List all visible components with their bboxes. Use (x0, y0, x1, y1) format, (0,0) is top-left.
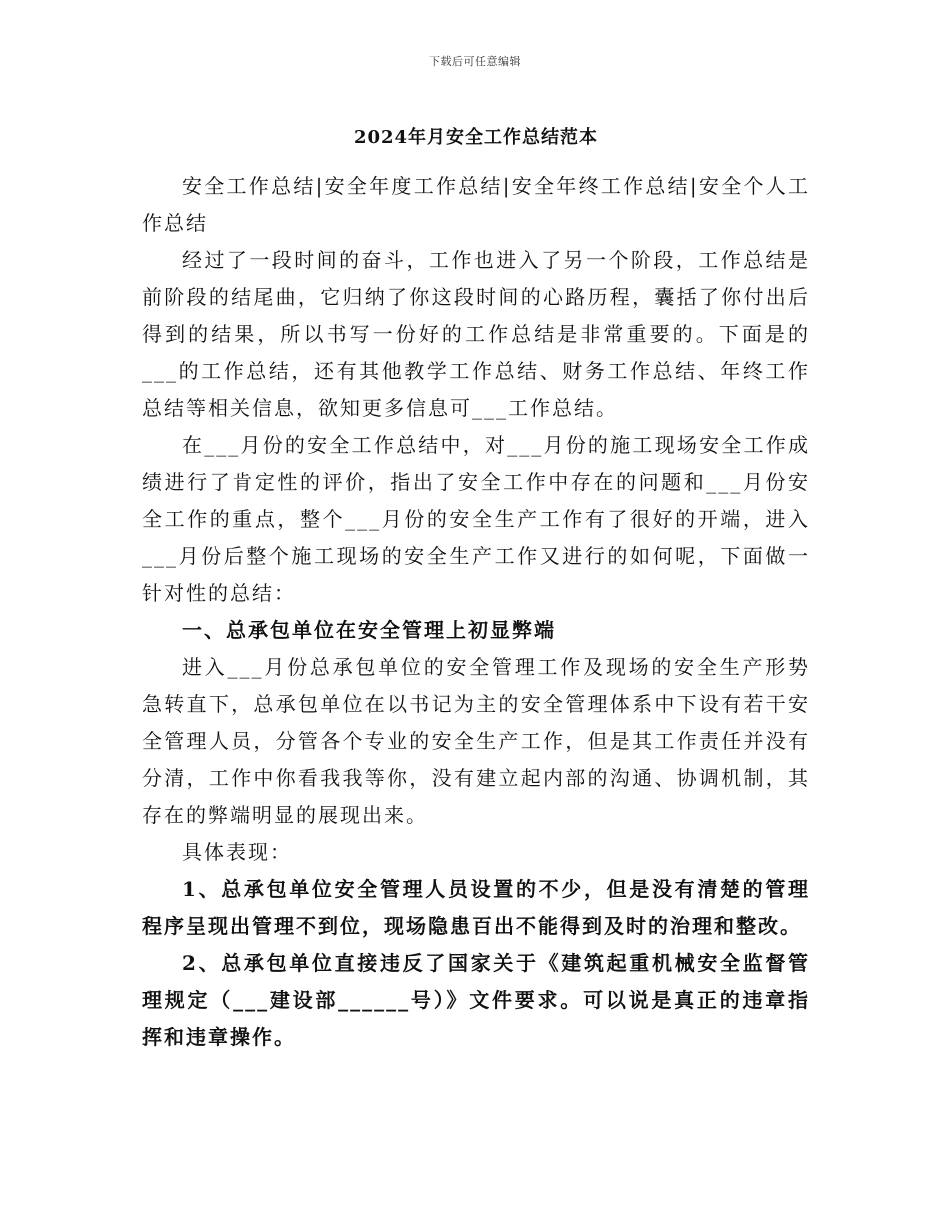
document-title: 2024年月安全工作总结范本 (353, 127, 599, 148)
list-item-2: 2、总承包单位直接违反了国家关于《建筑起重机械安全监督管理规定（___建设部______号）》文件要求。可以说是真正的违章指挥和违章操作。 (142, 951, 810, 1049)
paragraph-overview: 在___月份的安全工作总结中，对___月份的施工现场安全工作成绩进行了肯定性的评价，指出了安全工作中存在的问题和___月份安全工作的重点，整个___月份的安全生产工作有了很好的开端，进入___月份后整个施工现场的安全生产工作又进行的如何呢，下面做一针对性的总结： (142, 433, 810, 605)
section-heading-1: 一、总承包单位在安全管理上初显弊端 (182, 618, 556, 642)
document-body (142, 124, 810, 1056)
paragraph-specifics-label: 具体表现： (182, 840, 292, 864)
header-note: 下载后可任意编辑 (429, 55, 521, 68)
paragraph-intro: 经过了一段时间的奋斗，工作也进入了另一个阶段，工作总结是前阶段的结尾曲，它归纳了你这段时间的心路历程，囊括了你付出后得到的结果，所以书写一份好的工作总结是非常重要的。下面是的___的工作总结，还有其他教学工作总结、财务工作总结、年终工作总结等相关信息，欲知更多信息可___工作总结。 (142, 248, 810, 420)
paragraph-section-1: 进入___月份总承包单位的安全管理工作及现场的安全生产形势急转直下，总承包单位在以书记为主的安全管理体系中下设有若干安全管理人员，分管各个专业的安全生产工作，但是其工作责任并没有分清，工作中你看我我等你，没有建立起内部的沟通、协调机制，其存在的弊端明显的展现出来。 (142, 655, 810, 827)
paragraph-keywords: 安全工作总结|安全年度工作总结|安全年终工作总结|安全个人工作总结 (142, 174, 810, 235)
list-item-1: 1、总承包单位安全管理人员设置的不少，但是没有清楚的管理程序呈现出管理不到位，现场隐患百出不能得到及时的治理和整改。 (142, 877, 810, 938)
